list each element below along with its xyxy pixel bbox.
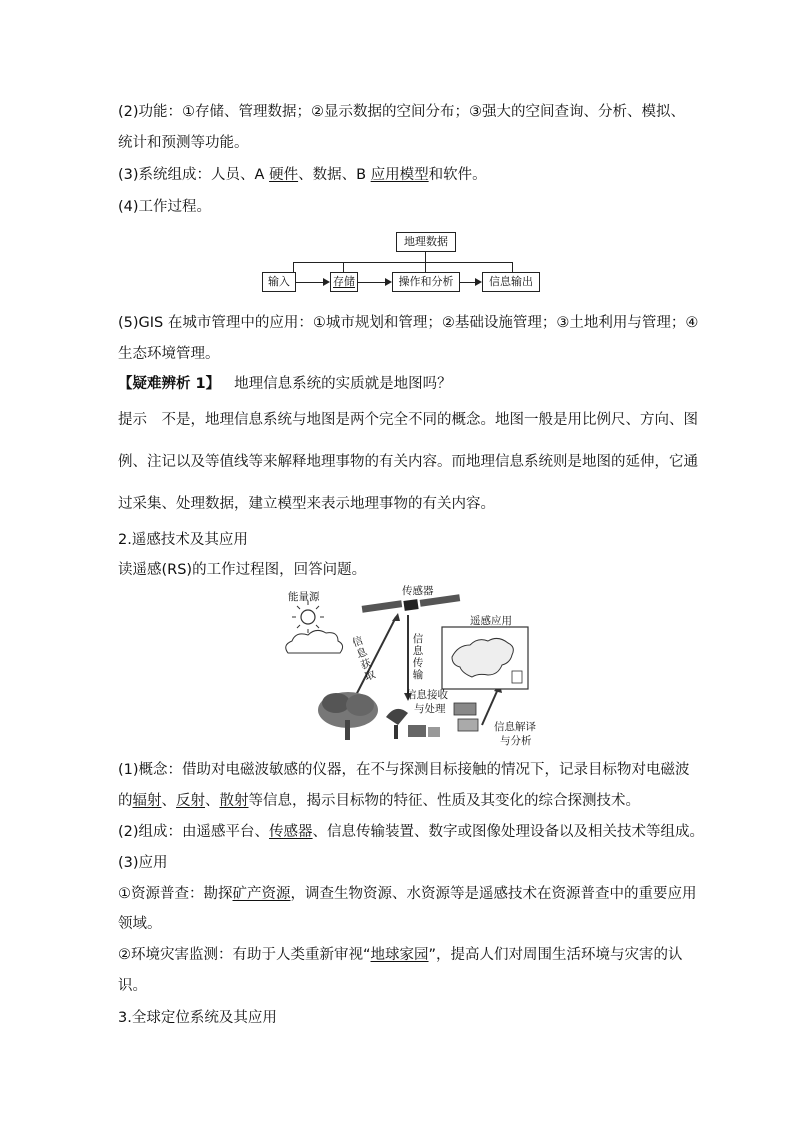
label-info-acquire: 信息获取 <box>350 634 378 684</box>
answer-earth-home: 地球家园 <box>370 947 429 963</box>
components-mid: 、数据、B <box>298 167 371 183</box>
gis-function-line-1: (2)功能：①存储、管理数据；②显示数据的空间分布；③强大的空间查询、分析、模拟、 <box>118 104 686 120</box>
label-rs-application: 遥感应用 <box>470 615 512 627</box>
gis-urban-app-line-1: (5)GIS 在城市管理中的应用：①城市规划和管理；②基础设施管理；③土地利用与管理；④ <box>118 315 699 331</box>
tip-line-1: 提示 不是，地理信息系统与地图是两个完全不同的概念。地图一般是用比例尺、方向、图 <box>118 412 698 428</box>
answer-hardware: 硬件 <box>269 167 299 183</box>
satellite-icon <box>362 594 461 612</box>
flow-arrow-1 <box>296 282 323 283</box>
section-heading-rs: 2.遥感技术及其应用 <box>118 532 248 548</box>
flow-connector-vertical <box>425 252 426 262</box>
flow-box-operate: 操作和分析 <box>392 272 460 292</box>
rs-resource-survey-line-2: 领域。 <box>118 916 162 932</box>
answer-reflection: 反射 <box>176 793 205 809</box>
flow-drop-store <box>343 262 344 272</box>
rs-resource-survey-line-1: ①资源普查：勘探矿产资源，调查生物资源、水资源等是遥感技术在资源普查中的重要应用 <box>118 886 697 902</box>
question-gis-map <box>118 374 452 394</box>
gis-function-line-2: 统计和预测等功能。 <box>118 135 249 151</box>
answer-scattering: 散射 <box>219 793 249 809</box>
label-energy-source: 能量源 <box>288 591 320 603</box>
flow-box-input: 输入 <box>262 272 296 292</box>
rs-concept-line-1: (1)概念：借助对电磁波敏感的仪器，在不与探测目标接触的情况下，记录目标物对电磁波 <box>118 762 690 778</box>
tip-line-2: 例、注记以及等值线等来解释地理事物的有关内容。而地理信息系统则是地图的延伸，它通 <box>118 454 698 470</box>
rs-applications-title: (3)应用 <box>118 855 168 871</box>
tree-icon <box>318 692 378 740</box>
rs-intro: 读遥感(RS)的工作过程图，回答问题。 <box>118 562 367 578</box>
rs-disaster-monitor-line-1: ②环境灾害监测：有助于人类重新审视“地球家园”，提高人们对周围生活环境与灾害的认 <box>118 947 683 963</box>
answer-radiation: 辐射 <box>132 793 162 809</box>
flow-box-output: 信息输出 <box>482 272 540 292</box>
label-info-interpret-2: 与分析 <box>500 735 532 747</box>
components-suffix: 和软件。 <box>428 167 487 183</box>
gis-components <box>118 165 487 185</box>
flow-connector-horizontal <box>293 262 512 263</box>
answer-mineral-resources: 矿产资源 <box>232 886 291 902</box>
monitor-screens-icon <box>454 703 478 731</box>
flow-box-store: 存储 <box>330 272 358 292</box>
question-tag: 【疑难辨析 1】 <box>118 376 221 392</box>
flow-arrowhead-2 <box>385 278 392 286</box>
flow-drop-operate <box>425 262 426 272</box>
label-sensor: 传感器 <box>402 585 434 597</box>
label-info-interpret-1: 信息解译 <box>494 721 536 733</box>
rs-composition: (2)组成：由遥感平台、传感器、信息传输装置、数字或图像处理设备以及相关技术等组成。 <box>118 824 705 840</box>
flow-arrow-2 <box>358 282 385 283</box>
section-heading-gps: 3.全球定位系统及其应用 <box>118 1010 277 1026</box>
flow-arrow-3 <box>460 282 475 283</box>
answer-sensor: 传感器 <box>269 824 313 840</box>
label-info-transmit: 信息传输 <box>412 633 424 681</box>
rs-disaster-monitor-line-2: 识。 <box>118 978 147 994</box>
flow-box-geodata: 地理数据 <box>396 232 456 252</box>
cloud-icon <box>286 630 343 653</box>
tip-line-3: 过采集、处理数据，建立模型来表示地理事物的有关内容。 <box>118 496 495 512</box>
flow-arrowhead-3 <box>475 278 482 286</box>
gis-workflow-title: (4)工作过程。 <box>118 199 212 215</box>
flow-drop-input <box>293 262 294 272</box>
answer-app-model: 应用模型 <box>370 167 429 183</box>
sun-icon <box>292 601 324 633</box>
rs-process-diagram <box>270 585 540 750</box>
label-info-receive-2: 与处理 <box>414 703 446 715</box>
gis-urban-app-line-2: 生态环境管理。 <box>118 346 220 362</box>
question-text: 地理信息系统的实质就是地图吗？ <box>234 376 452 392</box>
flow-arrowhead-1 <box>323 278 330 286</box>
label-info-receive-1: 信息接收 <box>406 689 448 701</box>
flow-drop-output <box>512 262 513 272</box>
components-prefix: (3)系统组成：人员、A <box>118 167 270 183</box>
rs-concept-line-2: 的辐射、反射、散射等信息，揭示目标物的特征、性质及其变化的综合探测技术。 <box>118 793 640 809</box>
